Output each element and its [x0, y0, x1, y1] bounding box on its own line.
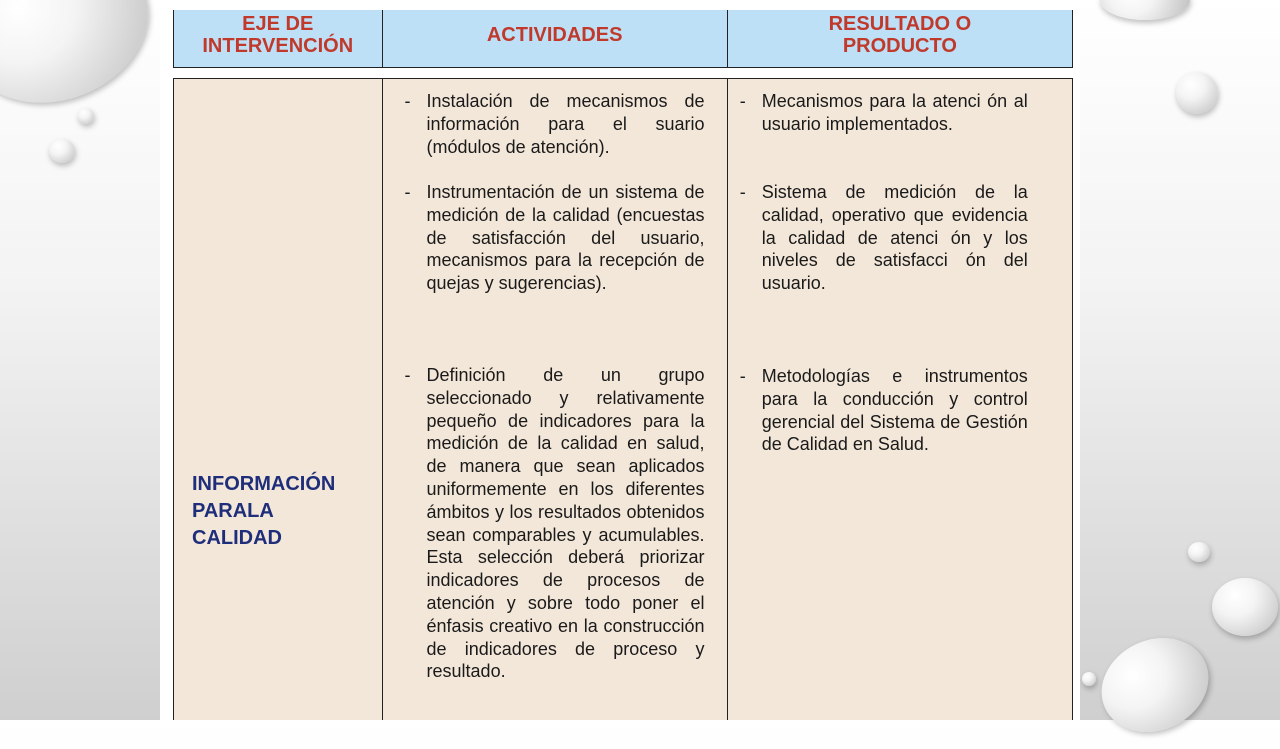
list-item	[740, 181, 1028, 295]
list-item	[740, 90, 1028, 136]
water-drop-decoration	[1100, 0, 1190, 20]
cell-resultados	[728, 79, 1072, 720]
eje-label: INFORMACIÓN PARALA CALIDAD	[192, 473, 336, 549]
cell-eje	[174, 79, 383, 720]
water-drop-decoration	[1082, 672, 1096, 686]
water-drop-decoration	[78, 108, 94, 124]
resultado-text: Mecanismos para la atenci ón al usuario implementados.	[761, 91, 1028, 134]
bullet-dash: -	[739, 91, 746, 111]
slide	[160, 10, 1080, 720]
header-actividades: ACTIVIDADES	[383, 10, 728, 67]
water-drop-decoration	[1086, 621, 1224, 749]
resultado-text: Metodologías e instrumentos para la conducción y control gerencial del Sistema de Gestión de Calidad en Salud.	[761, 366, 1028, 455]
bullet-dash: -	[739, 182, 746, 202]
water-drop-decoration	[1188, 542, 1210, 562]
table-header	[173, 10, 1073, 68]
header-eje: EJE DE INTERVENCIÓN	[174, 10, 383, 67]
water-drop-decoration	[49, 139, 75, 163]
bullet-dash: -	[404, 182, 411, 202]
list-item	[740, 365, 1028, 456]
bullet-dash: -	[739, 366, 746, 386]
actividad-text: Instrumentación de un sistema de medición de la calidad (encuestas de satisfacción del usuario, mecanismos para la recepción de quejas y sugerencias).	[426, 182, 705, 294]
actividad-text: Definición de un grupo seleccionado y relativamente pequeño de indicadores para la medición de la calidad en salud, de manera que sean aplicados uniformemente en los diferentes ámbitos y los resultados obtenidos sean comparables y acumulables. Esta selección deberá priorizar indicadores de procesos de atención y sobre todo poner el énfasis creativo en la construcción de indicadores de proceso y resultado.	[426, 365, 705, 682]
bullet-dash: -	[404, 91, 411, 111]
list-item	[405, 364, 705, 683]
water-drop-decoration	[1212, 578, 1278, 636]
list-item	[405, 90, 705, 158]
water-drop-decoration	[1176, 72, 1218, 114]
table-body	[173, 78, 1073, 720]
resultado-text: Sistema de medición de la calidad, operativo que evidencia la calidad de atenci ón y los niveles de satisfacci ón del usuario.	[761, 182, 1028, 294]
header-resultado: RESULTADO O PRODUCTO	[828, 13, 972, 57]
list-item	[405, 181, 705, 295]
bullet-dash: -	[404, 365, 411, 385]
cell-actividades	[383, 79, 728, 720]
actividad-text: Instalación de mecanismos de información para el suario (módulos de atención).	[426, 91, 705, 157]
